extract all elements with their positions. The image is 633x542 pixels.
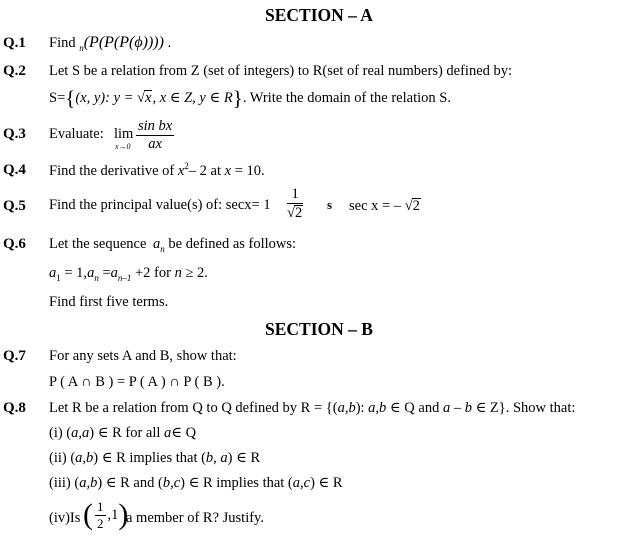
q8-iii-b: ) ∈ R and ( [97, 475, 163, 491]
q6-seq-var: a [153, 236, 161, 252]
q2-line-1: Let S be a relation from Z (set of integers) to R(set of real numbers) defined by: [49, 63, 513, 79]
q8-ii-pair2: b, a [205, 450, 228, 466]
q6-rec-b: = 1, [64, 265, 88, 281]
q3-label: Evaluate: [49, 126, 104, 142]
q6-rec-d: = [102, 265, 111, 281]
q2-radicand: x [145, 90, 152, 106]
q8-part-iv-text: a member of R? Justify. [126, 510, 264, 526]
q6-rec-c-sub: n [94, 273, 99, 283]
q4-exp: 2 [184, 161, 189, 171]
q8-number: Q.8 [3, 400, 26, 416]
q6-rec-c: a [87, 265, 95, 281]
q8-iv-b: ,1 [107, 506, 119, 523]
q8-iv-den: 2 [97, 515, 104, 531]
q8-ii-pair: a,b [75, 450, 94, 466]
q8-part-iv-expr [83, 500, 128, 530]
q4-cond: x [224, 163, 232, 179]
q3-limit [114, 127, 133, 151]
q6-recurrence [49, 266, 208, 283]
q6-seq-sub: n [160, 244, 165, 254]
q7-number: Q.7 [3, 348, 26, 364]
q8-i-a: (i) ( [49, 425, 72, 441]
q8-iii-pair: a,b [79, 475, 98, 491]
q8-line-1 [49, 401, 575, 416]
q5-fraction [285, 187, 305, 221]
q4-text [49, 162, 265, 179]
q2-set-body-b: , x ∈ Z, y ∈ R [152, 90, 233, 106]
q8-part-iii [49, 476, 343, 491]
q8-line1-b: ): [355, 400, 365, 416]
q8-ii-a: (ii) ( [49, 450, 76, 466]
q5-number: Q.5 [3, 198, 26, 214]
q5-s-label: s [327, 197, 333, 212]
q3-lim-sub: x→0 [115, 141, 131, 151]
q3-number: Q.3 [3, 126, 26, 142]
q8-iii-pair3: a,c [292, 475, 311, 491]
section-b-heading: SECTION – B [265, 319, 373, 339]
q7-line-2: P ( A ∩ B ) = P ( A ) ∩ P ( B ). [49, 374, 225, 390]
q4-number: Q.4 [3, 162, 26, 178]
q8-line1-c: a,b [368, 400, 387, 416]
q2-line-2 [49, 88, 451, 109]
q6-rec-a: a [49, 265, 57, 281]
q2-number: Q.2 [3, 63, 26, 79]
q7-line-1: For any sets A and B, show that: [49, 348, 237, 364]
q5-radicand2: 2 [412, 198, 420, 214]
q8-i-pair: a,a [71, 425, 90, 441]
q8-ii-b: ) ∈ R implies that ( [93, 450, 206, 466]
q5-sqrt: √2 [404, 198, 420, 214]
q1-tail: . [167, 35, 172, 51]
q8-i-c: ∈ Q [171, 425, 197, 441]
q8-line1-pair: a,b [337, 400, 356, 416]
q5-frac-num: 1 [287, 187, 303, 204]
q3-lim: lim [114, 126, 134, 142]
q1-number: Q.1 [3, 35, 26, 51]
q3-fraction [134, 119, 176, 152]
q2-set-open: { [65, 86, 76, 110]
q6-rec-h: ≥ 2. [185, 265, 208, 281]
q6-line1-b: be defined as follows: [168, 236, 297, 252]
q2-set-body-a: (x, y): y = [75, 90, 134, 106]
q8-line1-a: Let R be a relation from Q to Q defined by R = {( [49, 400, 338, 416]
q2-tail: . Write the domain of the relation S. [242, 90, 451, 106]
q3-denominator: ax [148, 136, 162, 153]
section-a-heading: SECTION – A [265, 5, 373, 25]
q8-part-ii [49, 451, 260, 466]
q3-numerator: sin bx [136, 119, 174, 136]
q5-text2: sec x = – [349, 198, 402, 214]
q4-var: x [177, 163, 185, 179]
q8-iii-pair2: b,c [162, 475, 181, 491]
q1-label: Find [49, 35, 76, 51]
q8-line1-d: ∈ Q and [389, 400, 440, 416]
q8-iv-num: 1 [97, 499, 104, 514]
q4-text-a: Find the derivative of [49, 163, 175, 179]
q6-rec-a-sub: 1 [56, 273, 61, 283]
q4-text-b: – 2 at [188, 163, 222, 179]
q1-expression: (P(P(P(ϕ)))) [83, 34, 164, 51]
q1-text [49, 35, 171, 53]
q8-line1-f: ∈ Z}. Show that: [475, 400, 576, 416]
q8-iii-a: (iii) ( [49, 475, 80, 491]
q6-rec-f: +2 for [135, 265, 171, 281]
q5-text: Find the principal value(s) of: secx= 1 [49, 197, 271, 213]
q8-line1-e: a – b [442, 400, 472, 416]
q2-sqrt: √x [137, 90, 152, 106]
q8-part-i [49, 426, 196, 441]
q8-iv-paren-open: ( [83, 498, 93, 532]
q6-line-1 [49, 237, 296, 254]
q8-i-var: a [164, 425, 172, 441]
q4-text-c: = 10. [234, 163, 265, 179]
q2-set-close: } [232, 86, 243, 110]
q6-line1-a: Let the sequence [49, 236, 147, 252]
q1-subscript: n [79, 43, 84, 53]
q5-frac-den: √2 [287, 205, 303, 222]
q8-iii-c: ) ∈ R implies that ( [180, 475, 293, 491]
q8-part-iv-label: (iv)Is [49, 510, 81, 526]
q6-line-3: Find first five terms. [49, 294, 169, 310]
q6-rec-g: n [174, 265, 182, 281]
q8-ii-c: ) ∈ R [227, 450, 261, 466]
q6-number: Q.6 [3, 236, 26, 252]
q5-text-2 [349, 198, 421, 214]
q6-rec-e-sub: n–1 [117, 273, 132, 283]
q8-iii-d: ) ∈ R [310, 475, 343, 491]
q8-i-b: ) ∈ R for all [89, 425, 161, 441]
q8-iv-paren-close: ) [118, 498, 129, 532]
q2-lead: S= [49, 90, 66, 106]
q6-rec-e: a [110, 265, 118, 281]
